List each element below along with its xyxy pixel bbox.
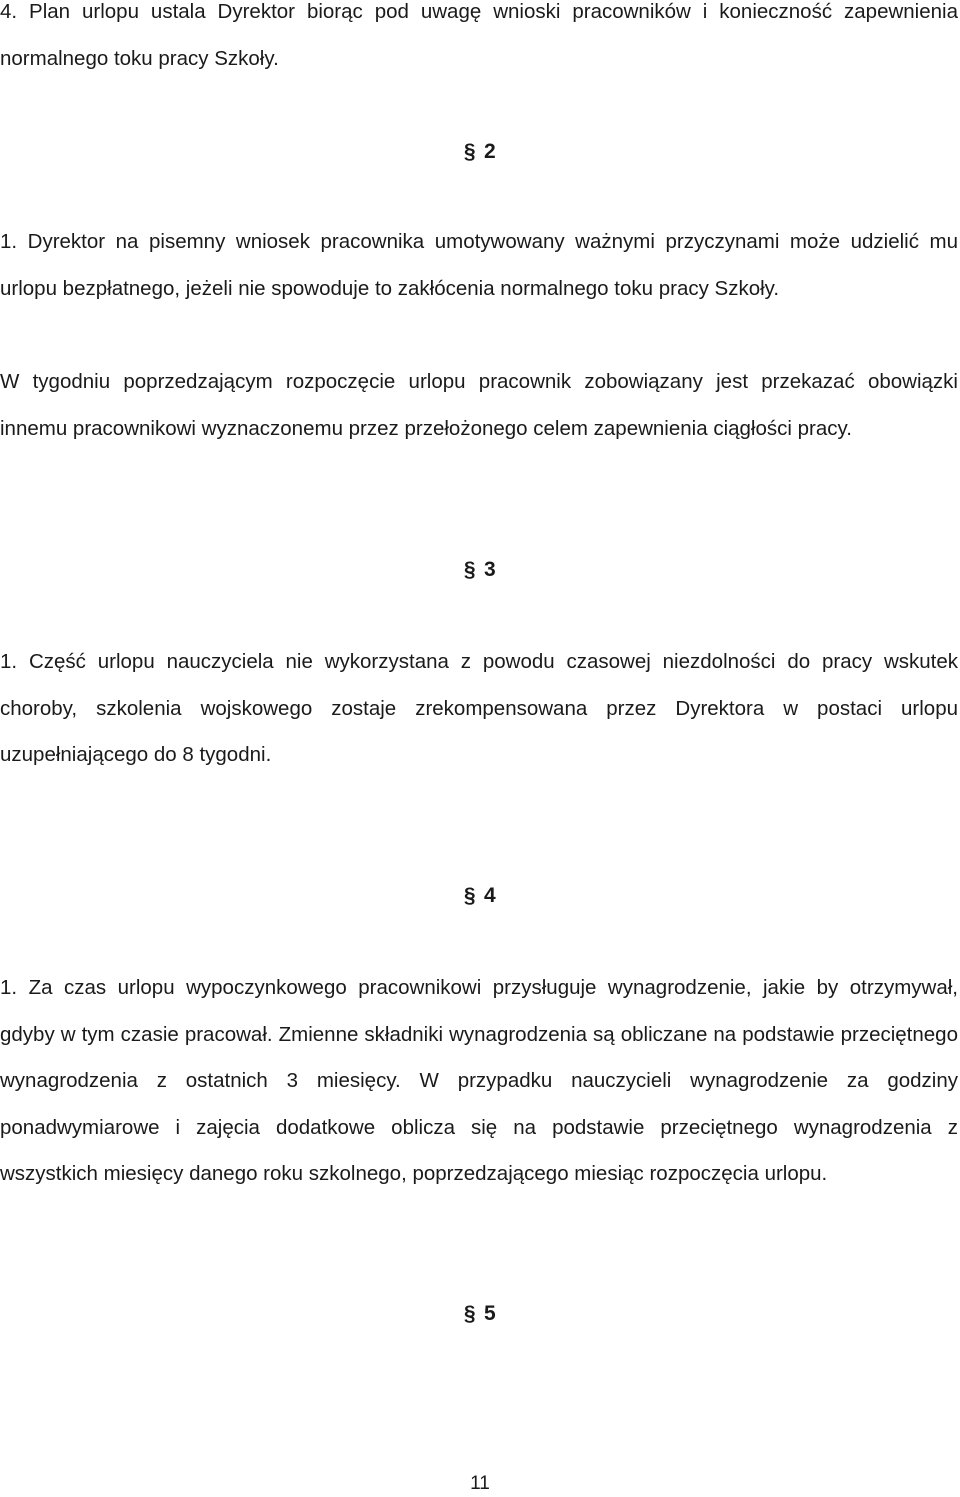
paragraph-przekazanie-obowiazkow: W tygodniu poprzedzającym rozpoczęcie urlopu pracownik zobowiązany jest przekazać obowiązki innemu pracownikowi wyznaczonemu przez przełożonego celem zapewnienia ciągłości pracy. — [0, 370, 958, 440]
section-heading-3 — [0, 555, 960, 585]
paragraph-urlop-uzupelniajacy: 1. Część urlopu nauczyciela nie wykorzystana z powodu czasowej niezdolności do pracy wskutek choroby, szkolenia wojskowego zostaje zrekompensowana przez Dyrektora w postaci urlopu uzupełniającego do 8 tygodni. — [0, 650, 958, 766]
section-heading-2 — [0, 137, 960, 167]
paragraph-wynagrodzenie-urlopowe: 1. Za czas urlopu wypoczynkowego pracownikowi przysługuje wynagrodzenie, jakie by otrzymywał, gdyby w tym czasie pracował. Zmienne składniki wynagrodzenia są obliczane na podstawie przeciętnego wynagrodzenia z ostatnich 3 miesięcy. W przypadku nauczycieli wynagrodzenie za godziny ponadwymiarowe i zajęcia dodatkowe oblicza się na podstawie przeciętnego wynagrodzenia z wszystkich miesięcy danego roku szkolnego, poprzedzającego miesiąc rozpoczęcia urlopu. — [0, 976, 958, 1185]
page-number: 11 — [470, 1473, 490, 1494]
section-number: 4 — [484, 884, 497, 907]
section-number: 5 — [484, 1302, 497, 1325]
section-sign: § — [463, 884, 476, 907]
section-number: 3 — [484, 558, 497, 581]
section-sign: § — [463, 140, 476, 163]
paragraph-urlop-bezplatny: 1. Dyrektor na pisemny wniosek pracownika umotywowany ważnymi przyczynami może udzielić mu urlopu bezpłatnego, jeżeli nie spowoduje to zakłócenia normalnego toku pracy Szkoły. — [0, 230, 958, 300]
section-heading-4 — [0, 881, 960, 911]
section-sign: § — [463, 1302, 476, 1325]
section-sign: § — [463, 558, 476, 581]
section-heading-5 — [0, 1299, 960, 1329]
section-number: 2 — [484, 140, 497, 163]
paragraph-plan-urlopu: 4. Plan urlopu ustala Dyrektor biorąc pod uwagę wnioski pracowników i konieczność zapewnienia normalnego toku pracy Szkoły. — [0, 0, 958, 70]
